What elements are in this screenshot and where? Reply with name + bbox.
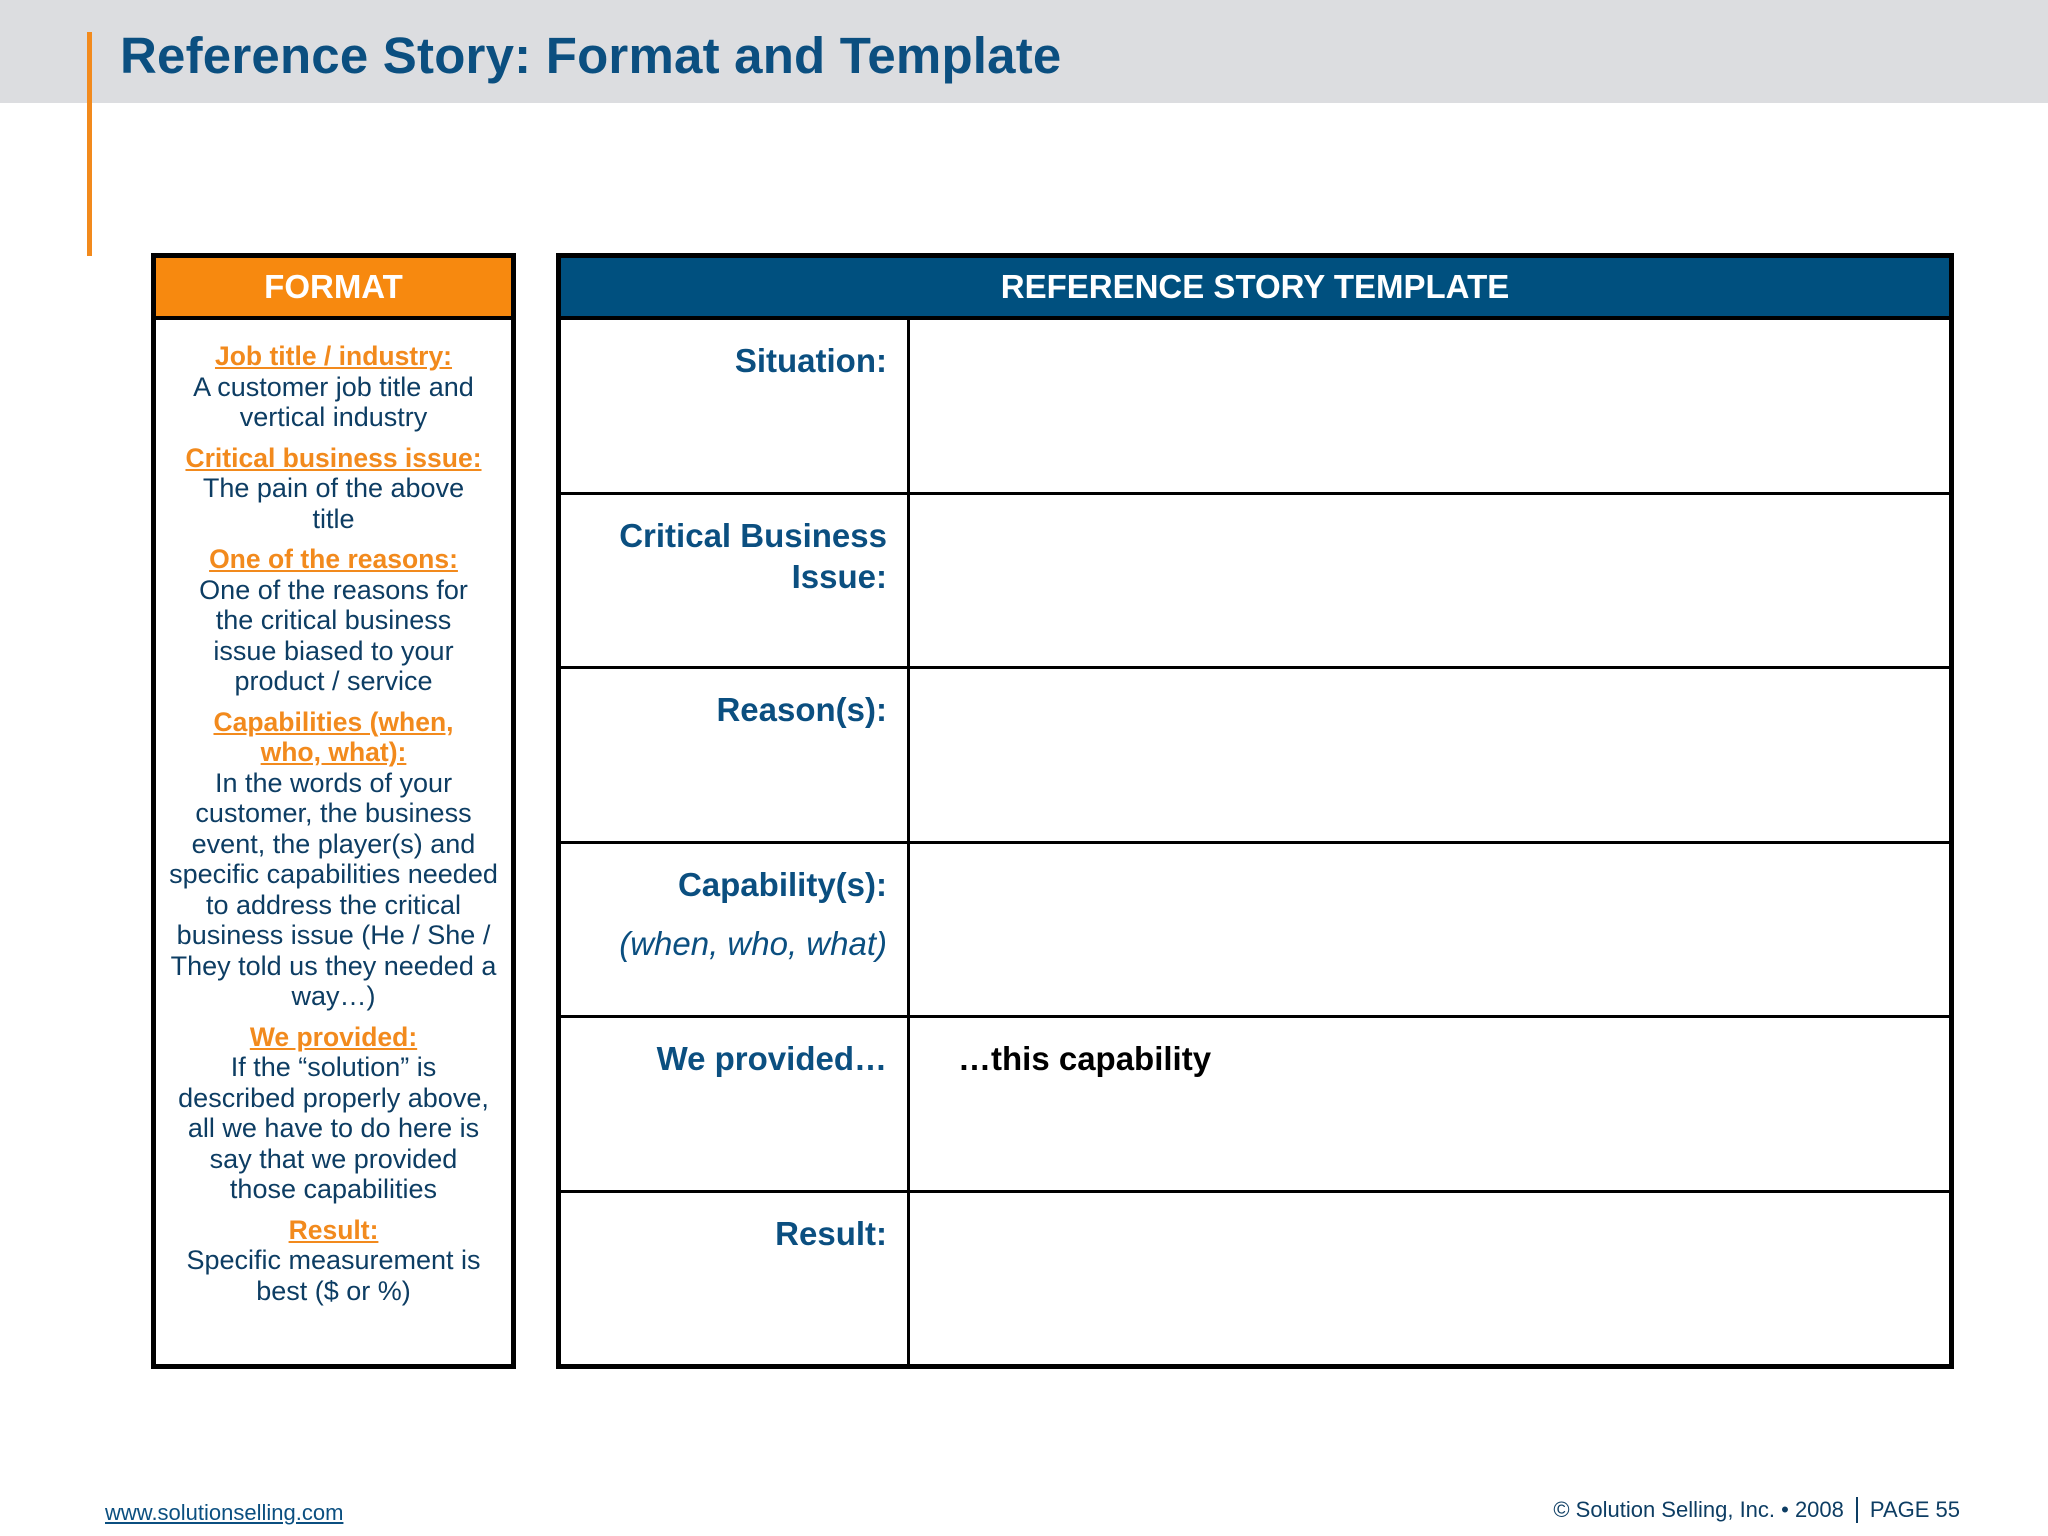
row-label-text: Capability(s): bbox=[677, 865, 887, 903]
format-list bbox=[156, 320, 511, 1306]
template-row-field[interactable]: …this capability bbox=[958, 1040, 1212, 1077]
template-table bbox=[561, 320, 1949, 1367]
format-item-text: A customer job title and vertical industry bbox=[193, 371, 474, 432]
format-item-we-provided bbox=[168, 1022, 499, 1205]
format-item-label: Result: bbox=[288, 1214, 379, 1245]
footer-divider bbox=[1856, 1497, 1858, 1523]
format-item-result bbox=[168, 1215, 499, 1307]
format-item-job-title bbox=[168, 341, 499, 433]
row-label-text: Critical Business Issue: bbox=[619, 516, 887, 595]
format-item-label: Capabilities (when, who, what): bbox=[213, 706, 454, 767]
template-row-we-provided bbox=[561, 1018, 1949, 1193]
format-item-critical-business-issue bbox=[168, 443, 499, 535]
template-row-label bbox=[561, 1193, 910, 1368]
row-label-text: We provided… bbox=[656, 1040, 887, 1077]
format-item-text: One of the reasons for the critical business issue biased to your product / service bbox=[199, 574, 468, 696]
row-label-text: Situation: bbox=[734, 342, 887, 379]
template-row-field[interactable] bbox=[910, 320, 1949, 492]
format-item-text: If the “solution” is described properly above, all we have to do here is say that we provided those capabilities bbox=[178, 1052, 489, 1204]
page-number: PAGE 55 bbox=[1869, 1497, 1960, 1522]
template-row-label bbox=[561, 495, 910, 667]
page-title: Reference Story: Format and Template bbox=[120, 27, 1062, 84]
template-row-capabilities bbox=[561, 844, 1949, 1019]
template-row-critical-business-issue bbox=[561, 495, 1949, 670]
template-row-label bbox=[561, 669, 910, 841]
format-item-capabilities bbox=[168, 707, 499, 1012]
template-row-field[interactable] bbox=[910, 669, 1949, 841]
row-label-text: Result: bbox=[775, 1214, 887, 1252]
footer-meta bbox=[1553, 1497, 1960, 1523]
template-row-label bbox=[561, 320, 910, 492]
row-sublabel-text: (when, who, what) bbox=[619, 924, 887, 962]
format-item-label: We provided: bbox=[249, 1021, 418, 1052]
format-item-label: Job title / industry: bbox=[214, 341, 453, 371]
format-item-text: Specific measurement is best ($ or %) bbox=[186, 1245, 481, 1306]
accent-line bbox=[87, 32, 92, 256]
template-row-reasons bbox=[561, 669, 1949, 844]
template-panel bbox=[556, 253, 1954, 1369]
format-panel bbox=[151, 253, 516, 1369]
template-row-label bbox=[561, 844, 910, 1016]
template-row-field[interactable] bbox=[910, 844, 1949, 1016]
format-item-text: In the words of your customer, the business event, the player(s) and specific capabilities needed to address the critical business issue (He / She / They told us they needed a way…) bbox=[169, 767, 498, 1011]
format-heading: FORMAT bbox=[156, 258, 511, 320]
template-row-field[interactable] bbox=[910, 1193, 1949, 1368]
format-item-text: The pain of the above title bbox=[202, 473, 465, 534]
template-heading: REFERENCE STORY TEMPLATE bbox=[561, 258, 1949, 320]
row-label-text: Reason(s): bbox=[716, 691, 887, 728]
template-row-label bbox=[561, 1018, 910, 1190]
template-row-situation bbox=[561, 320, 1949, 495]
template-row-result bbox=[561, 1193, 1949, 1368]
website-link[interactable]: www.solutionselling.com bbox=[105, 1500, 344, 1525]
format-item-label: Critical business issue: bbox=[185, 442, 482, 473]
format-item-reasons bbox=[168, 544, 499, 697]
format-item-label: One of the reasons: bbox=[209, 544, 458, 574]
template-row-field[interactable] bbox=[910, 495, 1949, 667]
copyright-text: © Solution Selling, Inc. • 2008 bbox=[1553, 1497, 1844, 1522]
